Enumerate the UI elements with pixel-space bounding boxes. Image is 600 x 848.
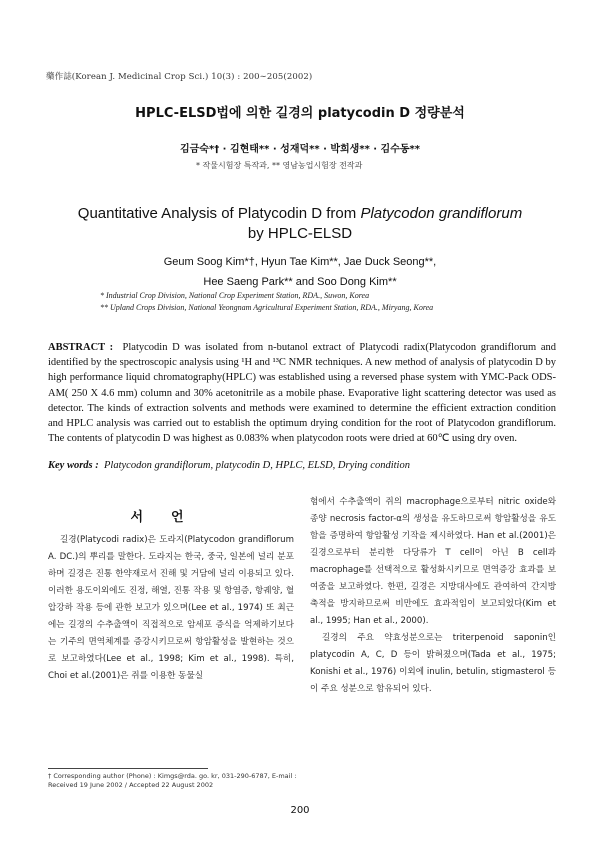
right-column-paragraph-1: 험에서 수추출액이 쥐의 macrophage으로부터 nitric oxide와 종양 necrosis factor-α의 생성을 유도하므로써 항암활성을 유도함을 증명하여 항암활성 기작을 제시하였다. Han et al.(2001)은 길경으로부터 분리한 다당류가 T cell이 아닌 B cell과 macrophage를 선택적으로 활성화시키므로 면역증강 효과를 보여줌을 보고하였다. 한편, 길경은 지방대사에도 관여하여 간지방 축적을 방지하므로써 비만에도 효과적임이 보고되었다(Kim et al., 1995; Han et al., 2000).: [310, 497, 556, 626]
abstract-text: Platycodin D was isolated from n-butanol extract of Platycodi radix(Platycodon grandiflorum and identified by the spectroscopic analysis using ¹H and ¹³C NMR techniques. A new method of analysis of platycodin D by high performance liquid chromatography(HPLC) was established using a reversed phase system with YMC-Pack ODS-AM( 250 X 4.6 mm) column and 30% acetonitrile as a mobile phase. Evaporative light scattering detector was used as detector. The kinds of extraction solvents and methods were examined to determine the efficient extraction condition and HPLC analysis was carried out to establish the optimum drying condition for the root of Platycodon grandiflorum. The contents of platycodin D was highest as 0.083% when platycodon roots were dried at 60℃ using dry oven.: [48, 342, 556, 445]
korean-affiliation: * 작물시험장 특작과, ** 영남농업시험장 전작과: [196, 161, 363, 170]
english-affiliation-line2: ** Upland Crops Division, National Yeongnam Agricultural Experiment Station, RDA., Miryang, Korea: [100, 303, 434, 312]
english-title-suffix: by HPLC-ELSD: [247, 225, 353, 242]
abstract: [48, 340, 556, 446]
left-column-paragraph: 길경(Platycodi radix)은 도라지(Platycodon grandiflorum A. DC.)의 뿌리를 말한다. 도라지는 한국, 중국, 일본에 널리 분포하며 길경은 진통 한약재로서 진해 및 거담에 널리 이용되고 있다. 이러한 용도이외에도 진정, 해열, 진통 작용 및 항염증, 항궤양, 혈압강하 작용 등에 관한 보고가 있으며(Lee et al., 1974) 또 최근에는 길경의 수추출액이 직접적으로 암세포 증식을 억제하기보다는 기주의 면역체계를 증강시키므로써 항암활성을 발현하는 것으로 보고하였다(Lee et al., 1998; Kim et al., 1998). 특히, Choi et al.(2001)은 쥐를 이용한 동물실: [48, 535, 294, 681]
english-authors-line1: Geum Soog Kim*†, Hyun Tae Kim**, Jae Duck Seong**,: [163, 256, 437, 268]
keywords-label: Key words :: [48, 460, 99, 471]
footnote-line2: Received 19 June 2002 / Accepted 22 August 2002: [48, 781, 214, 789]
footnote-line1: † Corresponding author (Phone) : Kimgs@rda. go. kr, 031-290-6787, E-mail :: [48, 772, 297, 780]
keywords: [48, 460, 556, 471]
footnote: [48, 772, 308, 790]
english-title-prefix: Quantitative Analysis of Platycodin D from: [77, 205, 361, 222]
korean-title: HPLC-ELSD법에 의한 길경의 platycodin D 정량분석: [135, 106, 465, 121]
left-column: [48, 532, 294, 685]
english-affiliation-line1: * Industrial Crop Division, National Crop Experiment Station, RDA., Suwon, Korea: [100, 291, 370, 300]
footnote-divider: [48, 768, 208, 769]
right-column: [310, 494, 556, 698]
section-heading: 서언: [130, 510, 212, 525]
abstract-label: ABSTRACT :: [48, 342, 114, 353]
page-number: 200: [290, 805, 310, 816]
running-header: 藥作誌(Korean J. Medicinal Crop Sci.) 10(3) : 200∼205(2002): [46, 72, 313, 82]
english-authors-line2: Hee Saeng Park** and Soo Dong Kim**: [203, 276, 397, 288]
english-authors: [0, 252, 600, 292]
english-title-species: Platycodon grandiflorum: [360, 205, 523, 222]
keywords-text: Platycodon grandiflorum, platycodin D, HPLC, ELSD, Drying condition: [104, 460, 410, 471]
english-affiliations: [100, 290, 433, 314]
korean-authors: 김금숙*† · 김현태** · 성재덕** · 박희생** · 김수동**: [179, 144, 420, 155]
english-title: [0, 204, 600, 244]
right-column-paragraph-2: 길경의 주요 약효성분으로는 triterpenoid saponin인 platycodin A, C, D 등이 밝혀졌으며(Tada et al., 1975; Konishi et al., 1976) 이외에 inulin, betulin, stigmasterol 등이 주요 성분으로 함유되어 있다.: [310, 633, 556, 694]
